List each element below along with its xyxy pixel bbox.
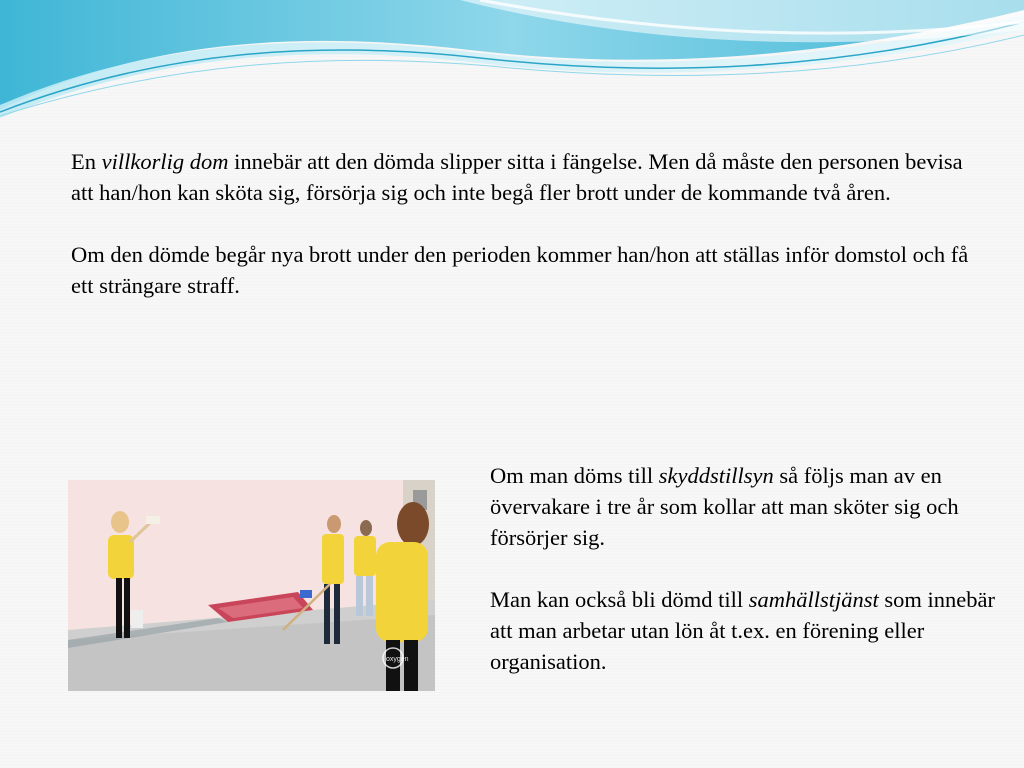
paragraph-samhallstjanst: Man kan också bli dömd till samhällstjänst som innebär att man arbetar utan lön åt t.ex. en förening eller organisation. — [490, 587, 995, 674]
header-wave-decoration — [0, 0, 1024, 130]
paragraph-skyddstillsyn: Om man döms till skyddstillsyn så följs man av en övervakare i tre år som kollar att man sköter sig och försörjer sig. — [490, 463, 959, 550]
paragraph-villkorlig-dom: En villkorlig dom innebär att den dömda slipper sitta i fängelse. Men då måste den personen bevisa att han/hon kan sköta sig, försörja sig och inte begå fler brott under de kommande två åren. — [71, 149, 963, 205]
term-skyddstillsyn: skyddstillsyn — [658, 463, 774, 488]
term-samhallstjanst: samhällstjänst — [748, 587, 879, 612]
community-service-photo — [68, 480, 435, 691]
photo-watermark: oxygen — [386, 656, 409, 663]
paragraph-new-crimes: Om den dömde begår nya brott under den perioden kommer han/hon att ställas inför domstol och få ett strängare straff. — [71, 242, 969, 298]
right-text-block — [490, 460, 1010, 677]
term-villkorlig-dom: villkorlig dom — [101, 149, 229, 174]
top-text-block — [71, 146, 981, 301]
